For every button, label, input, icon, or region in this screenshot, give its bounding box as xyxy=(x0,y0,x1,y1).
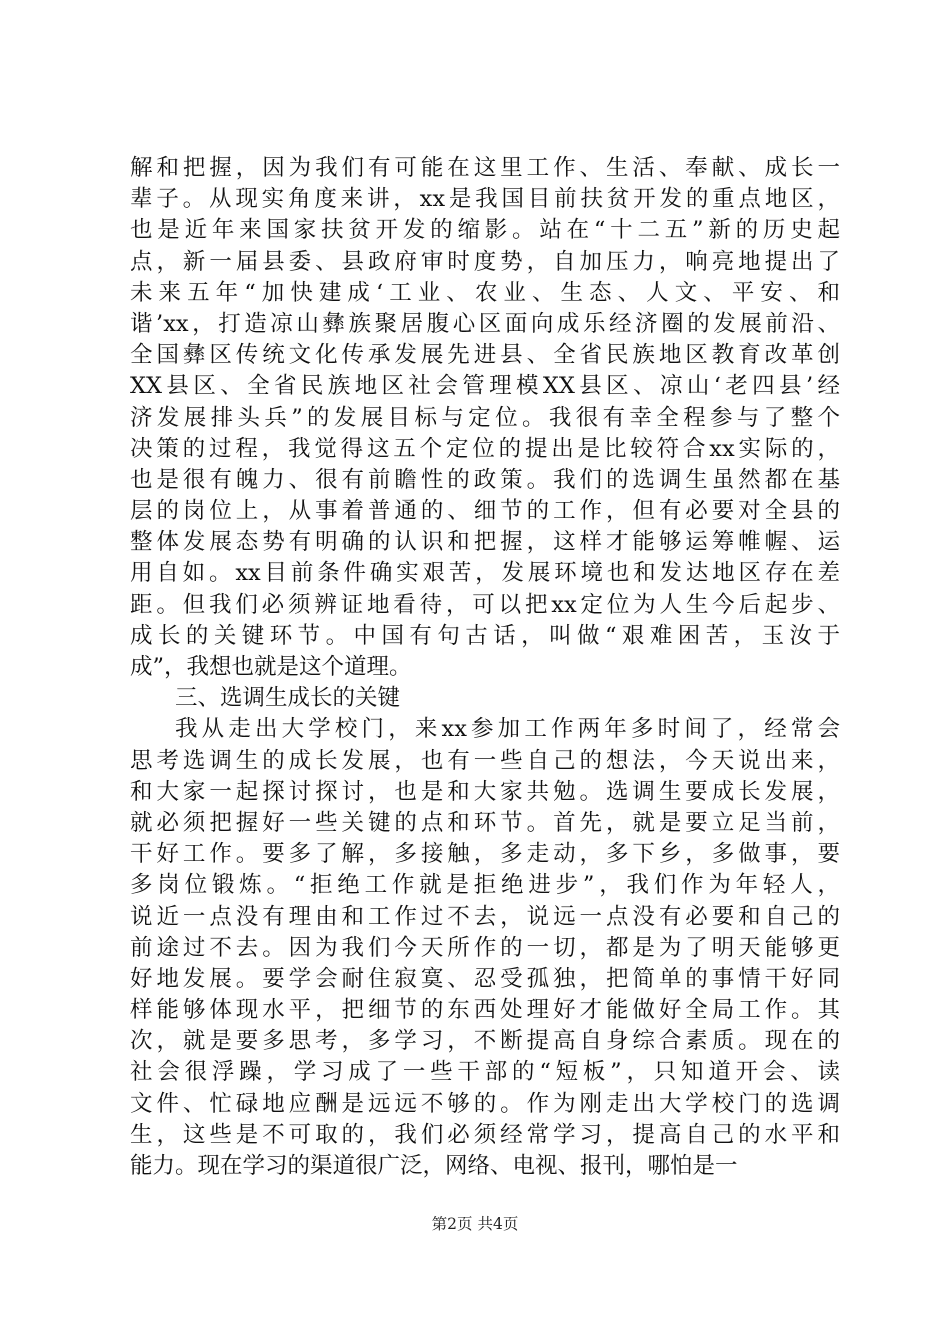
text-line: 整体发展态势有明确的认识和把握，这样才能够运筹帷幄、运 xyxy=(130,529,840,556)
text-line: 也是近年来国家扶贫开发的缩影。站在“十二五”新的历史起 xyxy=(130,217,840,244)
text-line: 成长的关键环节。中国有句古话，叫做“艰难困苦，玉汝于 xyxy=(130,622,840,649)
text-line: 社会很浮躁，学习成了一些干部的“短板”，只知道开会、读 xyxy=(130,1059,840,1086)
document-body xyxy=(130,153,840,1182)
text-line: 多岗位锻炼。“拒绝工作就是拒绝进步”，我们作为年轻人， xyxy=(130,872,840,899)
text-line: 点，新一届县委、县政府审时度势，自加压力，响亮地提出了 xyxy=(130,248,840,275)
text-line: 三、选调生成长的关键 xyxy=(175,685,401,712)
text-line: 样能够体现水平，把细节的东西处理好才能做好全局工作。其 xyxy=(130,997,840,1024)
text-line: 能力。现在学习的渠道很广泛，网络、电视、报刊，哪怕是一 xyxy=(130,1153,738,1179)
text-line: 我从走出大学校门，来xx参加工作两年多时间了，经常会 xyxy=(175,716,840,743)
text-line: 解和把握，因为我们有可能在这里工作、生活、奉献、成长一 xyxy=(130,155,840,181)
text-line: 决策的过程，我觉得这五个定位的提出是比较符合xx实际的， xyxy=(130,435,840,462)
paragraph xyxy=(130,714,840,1182)
text-line: 辈子。从现实角度来讲，xx是我国目前扶贫开发的重点地区， xyxy=(130,186,840,213)
text-line: 也是很有魄力、很有前瞻性的政策。我们的选调生虽然都在基 xyxy=(130,466,840,493)
text-line: 层的岗位上，从事着普通的、细节的工作，但有必要对全县的 xyxy=(130,498,840,525)
text-line: 距。但我们必须辨证地看待，可以把xx定位为人生今后起步、 xyxy=(130,591,840,618)
text-line: 和大家一起探讨探讨，也是和大家共勉。选调生要成长发展， xyxy=(130,778,840,805)
text-line: 思考选调生的成长发展，也有一些自己的想法，今天说出来， xyxy=(130,747,840,774)
text-line: 文件、忙碌地应酬是远远不够的。作为刚走出大学校门的选调 xyxy=(130,1090,840,1117)
text-line: 干好工作。要多了解，多接触，多走动，多下乡，多做事，要 xyxy=(130,841,840,868)
text-line: 次，就是要多思考，多学习，不断提高自身综合素质。现在的 xyxy=(130,1028,840,1055)
text-line: 生，这些是不可取的，我们必须经常学习，提高自己的水平和 xyxy=(130,1121,840,1148)
text-line: 就必须把握好一些关键的点和环节。首先，就是要立足当前， xyxy=(130,809,840,836)
text-line: 好地发展。要学会耐住寂寞、忍受孤独，把简单的事情干好同 xyxy=(130,965,840,992)
text-line: 全国彝区传统文化传承发展先进县、全省民族地区教育改革创 xyxy=(130,342,840,369)
text-line: 说近一点没有理由和工作过不去，说远一点没有必要和自己的 xyxy=(130,903,840,930)
text-line: XX县区、全省民族地区社会管理模XX县区、凉山‘老四县’经 xyxy=(130,373,840,400)
text-line: 谐’xx，打造凉山彝族聚居腹心区面向成乐经济圈的发展前沿、 xyxy=(130,310,840,337)
page-footer: 第2页 共4页 xyxy=(431,1215,519,1233)
text-line: 成”，我想也就是这个道理。 xyxy=(130,654,412,680)
section-heading xyxy=(130,683,840,714)
paragraph xyxy=(130,153,840,683)
text-line: 济发展排头兵”的发展目标与定位。我很有幸全程参与了整个 xyxy=(130,404,840,431)
text-line: 前途过不去。因为我们今天所作的一切，都是为了明天能够更 xyxy=(130,934,840,961)
text-line: 用自如。xx目前条件确实艰苦，发展环境也和发达地区存在差 xyxy=(130,560,840,587)
text-line: 未来五年“加快建成‘工业、农业、生态、人文、平安、和 xyxy=(130,279,840,306)
